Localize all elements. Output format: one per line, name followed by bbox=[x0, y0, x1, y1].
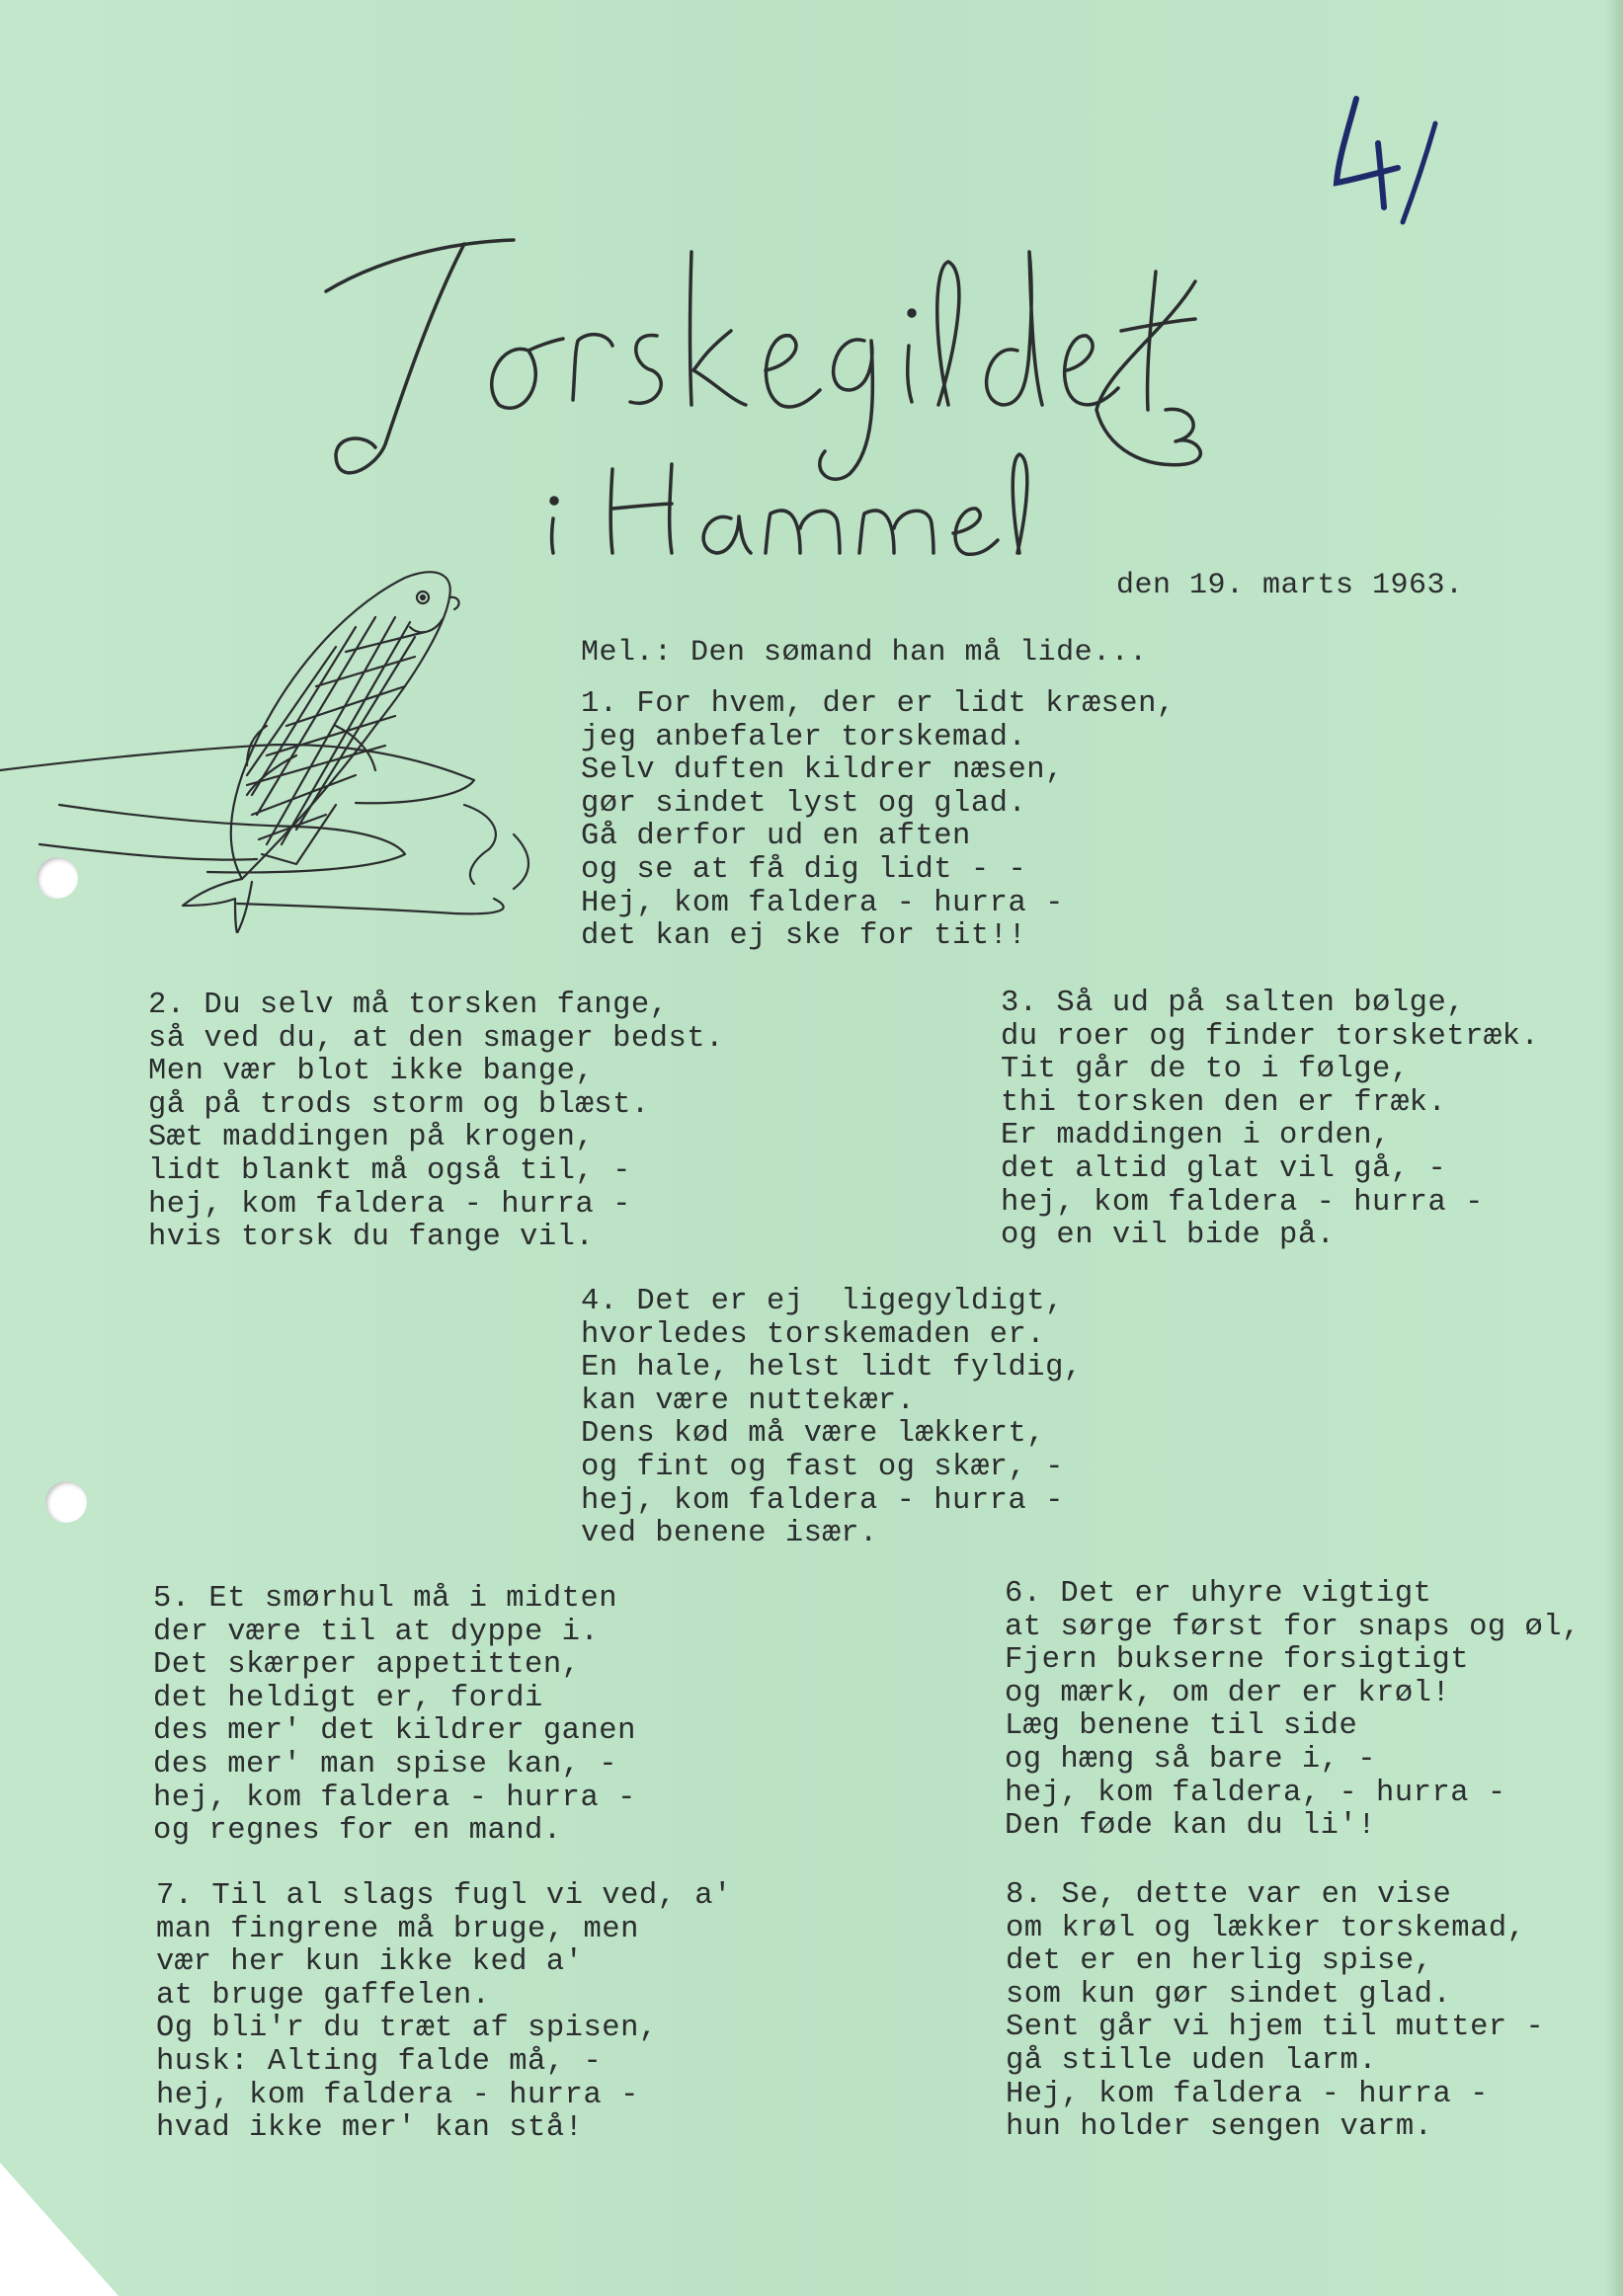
verse-line: at sørge først for snaps og øl, bbox=[1005, 1610, 1581, 1644]
verse-line: des mer' man spise kan, - bbox=[153, 1747, 618, 1781]
verse-line: hvis torsk du fange vil. bbox=[148, 1221, 595, 1255]
verse-line: En hale, helst lidt fyldig, bbox=[581, 1351, 1083, 1386]
verse-line: Tit går de to i følge, bbox=[1001, 1053, 1410, 1087]
verse-5 bbox=[153, 1583, 636, 1849]
verse-8 bbox=[1006, 1879, 1544, 2145]
verse-line: hej, kom faldera, - hurra - bbox=[1005, 1776, 1506, 1810]
verse-line: gå på trods storm og blæst. bbox=[148, 1087, 650, 1122]
verse-line: Gå derfor ud en aften bbox=[581, 820, 971, 854]
verse-line: der være til at dyppe i. bbox=[153, 1615, 600, 1649]
verse-line: 1. For hvem, der er lidt kræsen, bbox=[581, 687, 1176, 721]
verse-line: lidt blankt må også til, - bbox=[148, 1153, 631, 1188]
verse-line: Læg benene til side bbox=[1005, 1709, 1358, 1744]
verse-line: jeg anbefaler torskemad. bbox=[581, 720, 1027, 754]
verse-line: det kan ej ske for tit!! bbox=[581, 919, 1027, 954]
title-line-1 bbox=[316, 222, 387, 233]
verse-line: gør sindet lyst og glad. bbox=[581, 786, 1027, 821]
verse-line: hun holder sengen varm. bbox=[1006, 2110, 1433, 2145]
title bbox=[316, 222, 1304, 558]
verse-line: thi torsken den er fræk. bbox=[1001, 1085, 1447, 1120]
verse-line: 8. Se, dette var en vise bbox=[1006, 1878, 1452, 1912]
verse-line: Er maddingen i orden, bbox=[1001, 1119, 1391, 1153]
verse-1 bbox=[581, 688, 1176, 954]
verse-line: som kun gør sindet glad. bbox=[1006, 1977, 1452, 2012]
verse-line: og se at få dig lidt - - bbox=[581, 852, 1027, 887]
melody-line: Mel.: Den sømand han må lide... bbox=[581, 636, 1148, 670]
verse-line: så ved du, at den smager bedst. bbox=[148, 1021, 724, 1056]
verse-line: du roer og finder torsketræk. bbox=[1001, 1019, 1540, 1054]
verse-line: og en vil bide på. bbox=[1001, 1219, 1336, 1253]
verse-line: Sæt maddingen på krogen, bbox=[148, 1121, 595, 1155]
verse-line: Hej, kom faldera - hurra - bbox=[581, 886, 1064, 920]
verse-line: des mer' det kildrer ganen bbox=[153, 1714, 636, 1749]
verse-line: husk: Alting falde må, - bbox=[156, 2044, 603, 2079]
verse-line: hej, kom faldera - hurra - bbox=[153, 1781, 636, 1815]
verse-line: Sent går vi hjem til mutter - bbox=[1006, 2011, 1545, 2045]
verse-line: hvad ikke mer' kan stå! bbox=[156, 2111, 584, 2146]
verse-line: gå stille uden larm. bbox=[1006, 2043, 1378, 2078]
verse-line: Det skærper appetitten, bbox=[153, 1648, 581, 1683]
verse-line: 6. Det er uhyre vigtigt bbox=[1005, 1577, 1432, 1611]
verse-3 bbox=[1001, 988, 1539, 1253]
verse-line: om krøl og lækker torskemad, bbox=[1006, 1911, 1526, 1945]
verse-line: hej, kom faldera - hurra - bbox=[148, 1187, 631, 1222]
verse-line: det altid glat vil gå, - bbox=[1001, 1151, 1447, 1186]
verse-line: Dens kød må være lækkert, bbox=[581, 1417, 1046, 1452]
verse-2 bbox=[148, 990, 724, 1255]
verse-line: Og bli'r du træt af spisen, bbox=[156, 2012, 658, 2046]
verse-4 bbox=[581, 1286, 1083, 1551]
verse-line: at bruge gaffelen. bbox=[156, 1978, 491, 2013]
verse-7 bbox=[156, 1880, 732, 2146]
verse-line: og hæng så bare i, - bbox=[1005, 1742, 1377, 1777]
torn-corner bbox=[0, 2163, 119, 2296]
date-line: den 19. marts 1963. bbox=[1116, 569, 1464, 602]
verse-line: man fingrene må bruge, men bbox=[156, 1912, 639, 1946]
verse-line: vær her kun ikke ked a' bbox=[156, 1945, 584, 1980]
verse-line: Hej, kom faldera - hurra - bbox=[1006, 2077, 1489, 2111]
verse-line: 2. Du selv må torsken fange, bbox=[148, 989, 669, 1022]
verse-line: hej, kom faldera - hurra - bbox=[156, 2078, 639, 2112]
verse-line: hvorledes torskemaden er. bbox=[581, 1317, 1046, 1352]
title-line-2 bbox=[393, 222, 441, 233]
verse-line: hej, kom faldera - hurra - bbox=[581, 1483, 1064, 1518]
verse-line: 7. Til al slags fugl vi ved, a' bbox=[156, 1879, 732, 1913]
verse-line: Fjern bukserne forsigtigt bbox=[1005, 1643, 1470, 1678]
verse-line: 4. Det er ej ligegyldigt, bbox=[581, 1285, 1064, 1318]
verse-line: hej, kom faldera - hurra - bbox=[1001, 1185, 1484, 1220]
verse-line: og mærk, om der er krøl! bbox=[1005, 1676, 1451, 1710]
paper-edge-shadow bbox=[1605, 0, 1623, 2296]
verse-line: det er en herlig spise, bbox=[1006, 1944, 1433, 1979]
verse-line: det heldigt er, fordi bbox=[153, 1681, 543, 1715]
verse-line: Den føde kan du li'! bbox=[1005, 1809, 1377, 1844]
verse-line: ved benene især. bbox=[581, 1517, 878, 1551]
punch-hole-bottom bbox=[45, 1481, 87, 1523]
verse-line: Men vær blot ikke bange, bbox=[148, 1055, 595, 1089]
verse-line: 3. Så ud på salten bølge, bbox=[1001, 987, 1466, 1020]
verse-line: Selv duften kildrer næsen, bbox=[581, 753, 1064, 788]
verse-line: kan være nuttekær. bbox=[581, 1384, 916, 1418]
verse-line: 5. Et smørhul må i midten bbox=[153, 1582, 618, 1616]
fish-drawing bbox=[0, 558, 593, 933]
verse-line: og regnes for en mand. bbox=[153, 1814, 562, 1849]
verse-6 bbox=[1005, 1578, 1581, 1844]
verse-line: og fint og fast og skær, - bbox=[581, 1450, 1064, 1484]
